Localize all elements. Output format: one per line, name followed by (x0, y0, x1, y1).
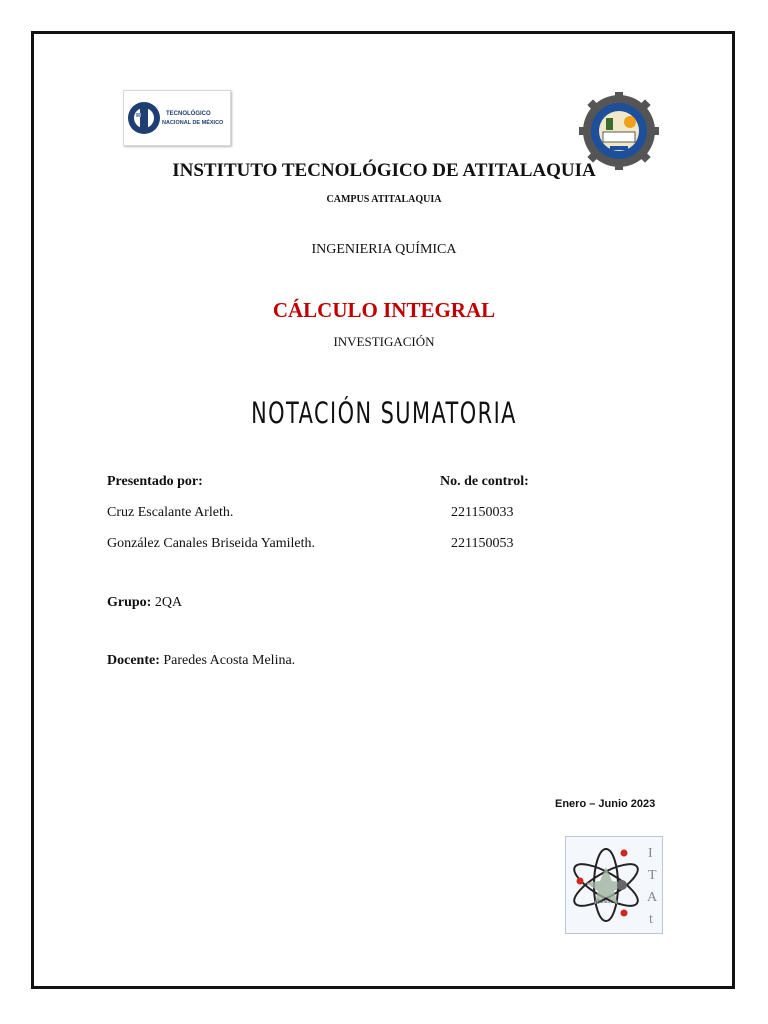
career-name: INGENIERIA QUÍMICA (311, 242, 457, 257)
student-name: González Canales Briseida Yamileth. (107, 536, 316, 551)
svg-text:A: A (647, 890, 658, 905)
student-name: Cruz Escalante Arleth. (107, 505, 234, 520)
period-date: Enero – Junio 2023 (555, 798, 656, 810)
subject-title: CÁLCULO INTEGRAL (272, 298, 496, 322)
student-control-number: 221150033 (451, 505, 514, 520)
institute-name: INSTITUTO TECNOLÓGICO DE ATITALAQUIA (172, 160, 596, 181)
presented-by-label: Presentado por: (107, 474, 203, 489)
itat-logo (565, 836, 663, 934)
svg-text:I: I (648, 846, 653, 861)
svg-text:t: t (649, 912, 653, 927)
teacher-label: Docente: (107, 653, 160, 668)
teacher-line (107, 653, 295, 669)
group-line (107, 595, 182, 611)
student-control-number: 221150053 (451, 536, 514, 551)
control-number-label: No. de control: (440, 474, 529, 489)
svg-text:TECNOLÓGICO: TECNOLÓGICO (166, 111, 211, 117)
tecnm-logo (123, 90, 231, 146)
topic-title: NOTACIÓN SUMATORIA (251, 396, 517, 430)
svg-text:NACIONAL DE MÉXICO: NACIONAL DE MÉXICO (162, 120, 224, 126)
svg-text:Química: Química (596, 900, 614, 905)
campus-name: CAMPUS ATITALAQUIA (326, 194, 442, 205)
svg-text:T: T (648, 868, 657, 883)
group-label: Grupo: (107, 595, 152, 610)
institute-seal (575, 92, 663, 170)
teacher-value: Paredes Acosta Melina. (163, 653, 296, 668)
group-value: 2QA (154, 595, 183, 610)
document-type: INVESTIGACIÓN (333, 334, 435, 349)
